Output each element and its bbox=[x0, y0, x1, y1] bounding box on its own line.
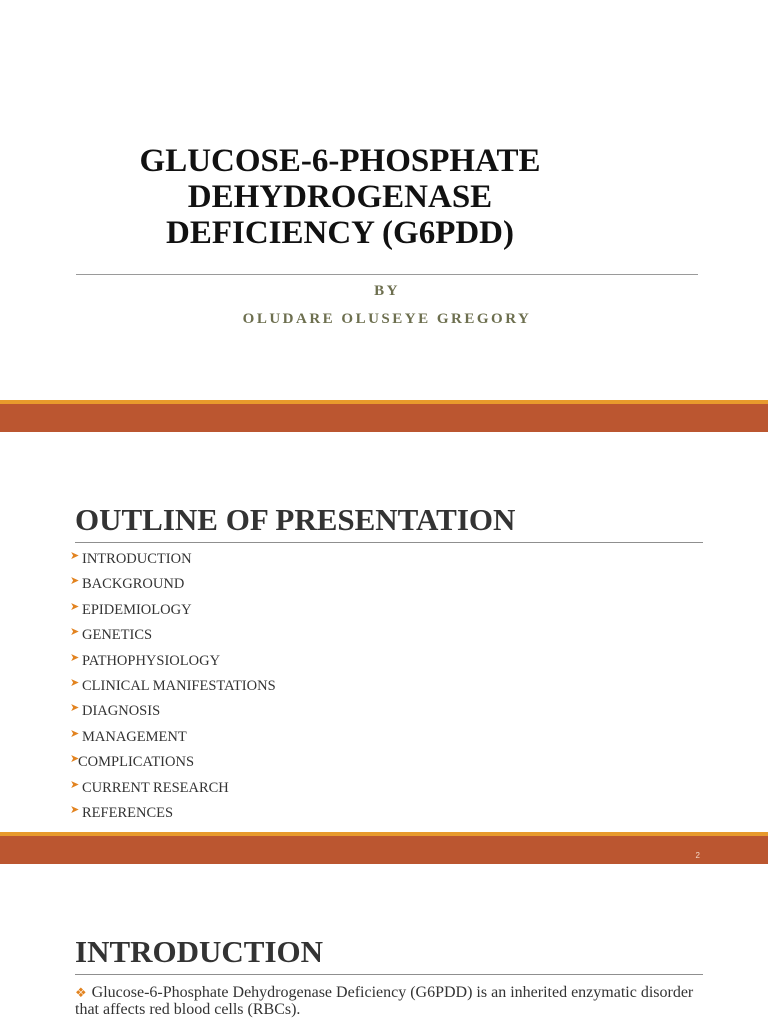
arrowhead-bullet-icon: ➤ bbox=[70, 702, 80, 715]
outline-item: ➤ CLINICAL MANIFESTATIONS bbox=[70, 676, 276, 694]
arrowhead-bullet-icon: ➤ bbox=[70, 626, 80, 639]
arrowhead-bullet-icon: ➤ bbox=[70, 676, 80, 689]
outline-list bbox=[70, 549, 276, 828]
outline-item: ➤ BACKGROUND bbox=[70, 575, 185, 593]
arrowhead-bullet-icon: ➤ bbox=[70, 753, 80, 766]
title-divider bbox=[76, 274, 698, 275]
page-number: 2 bbox=[695, 851, 700, 860]
title-line-2: DEHYDROGENASE bbox=[187, 179, 493, 215]
arrowhead-bullet-icon: ➤ bbox=[70, 778, 80, 791]
outline-item: ➤ DIAGNOSIS bbox=[70, 702, 161, 720]
introduction-divider bbox=[75, 974, 703, 975]
title-line-3: DEFICIENCY (G6PDD) bbox=[165, 215, 514, 251]
arrowhead-bullet-icon: ➤ bbox=[70, 651, 80, 664]
outline-title: OUTLINE OF PRESENTATION bbox=[75, 502, 516, 537]
arrowhead-bullet-icon: ➤ bbox=[70, 803, 80, 816]
by-label: BY bbox=[374, 283, 400, 299]
outline-item: ➤ PATHOPHYSIOLOGY bbox=[70, 651, 221, 669]
slide-separator-band bbox=[0, 400, 768, 432]
title-line-1: GLUCOSE-6-PHOSPHATE bbox=[139, 143, 541, 179]
outline-item: ➤ EPIDEMIOLOGY bbox=[70, 600, 192, 618]
title-slide bbox=[0, 0, 768, 400]
outline-item: ➤ INTRODUCTION bbox=[70, 550, 192, 567]
introduction-title: INTRODUCTION bbox=[75, 934, 324, 969]
presentation-title bbox=[100, 143, 580, 251]
outline-item: ➤ CURRENT RESEARCH bbox=[70, 778, 229, 796]
arrowhead-bullet-icon: ➤ bbox=[70, 600, 80, 613]
arrowhead-bullet-icon: ➤ bbox=[70, 575, 80, 588]
outline-item: ➤ MANAGEMENT bbox=[70, 727, 187, 745]
arrowhead-bullet-icon: ➤ bbox=[70, 727, 80, 740]
arrowhead-bullet-icon: ➤ bbox=[70, 550, 80, 562]
introduction-paragraph: ❖ Glucose-6-Phosphate Dehydrogenase Deficiency (G6PDD) is an inherited enzymatic disorder that affects red blood cells (RBCs). bbox=[75, 984, 694, 1018]
slide-separator-band bbox=[0, 832, 768, 864]
outline-slide bbox=[0, 432, 768, 832]
author-name: OLUDARE OLUSEYE GREGORY bbox=[242, 311, 532, 327]
outline-divider bbox=[75, 542, 703, 543]
four-diamond-bullet-icon: ❖ bbox=[75, 985, 87, 1000]
outline-item: ➤ COMPLICATIONS bbox=[70, 753, 195, 771]
outline-item: ➤ REFERENCES bbox=[70, 803, 174, 821]
outline-item: ➤ GENETICS bbox=[70, 626, 153, 644]
introduction-slide bbox=[0, 864, 768, 1024]
